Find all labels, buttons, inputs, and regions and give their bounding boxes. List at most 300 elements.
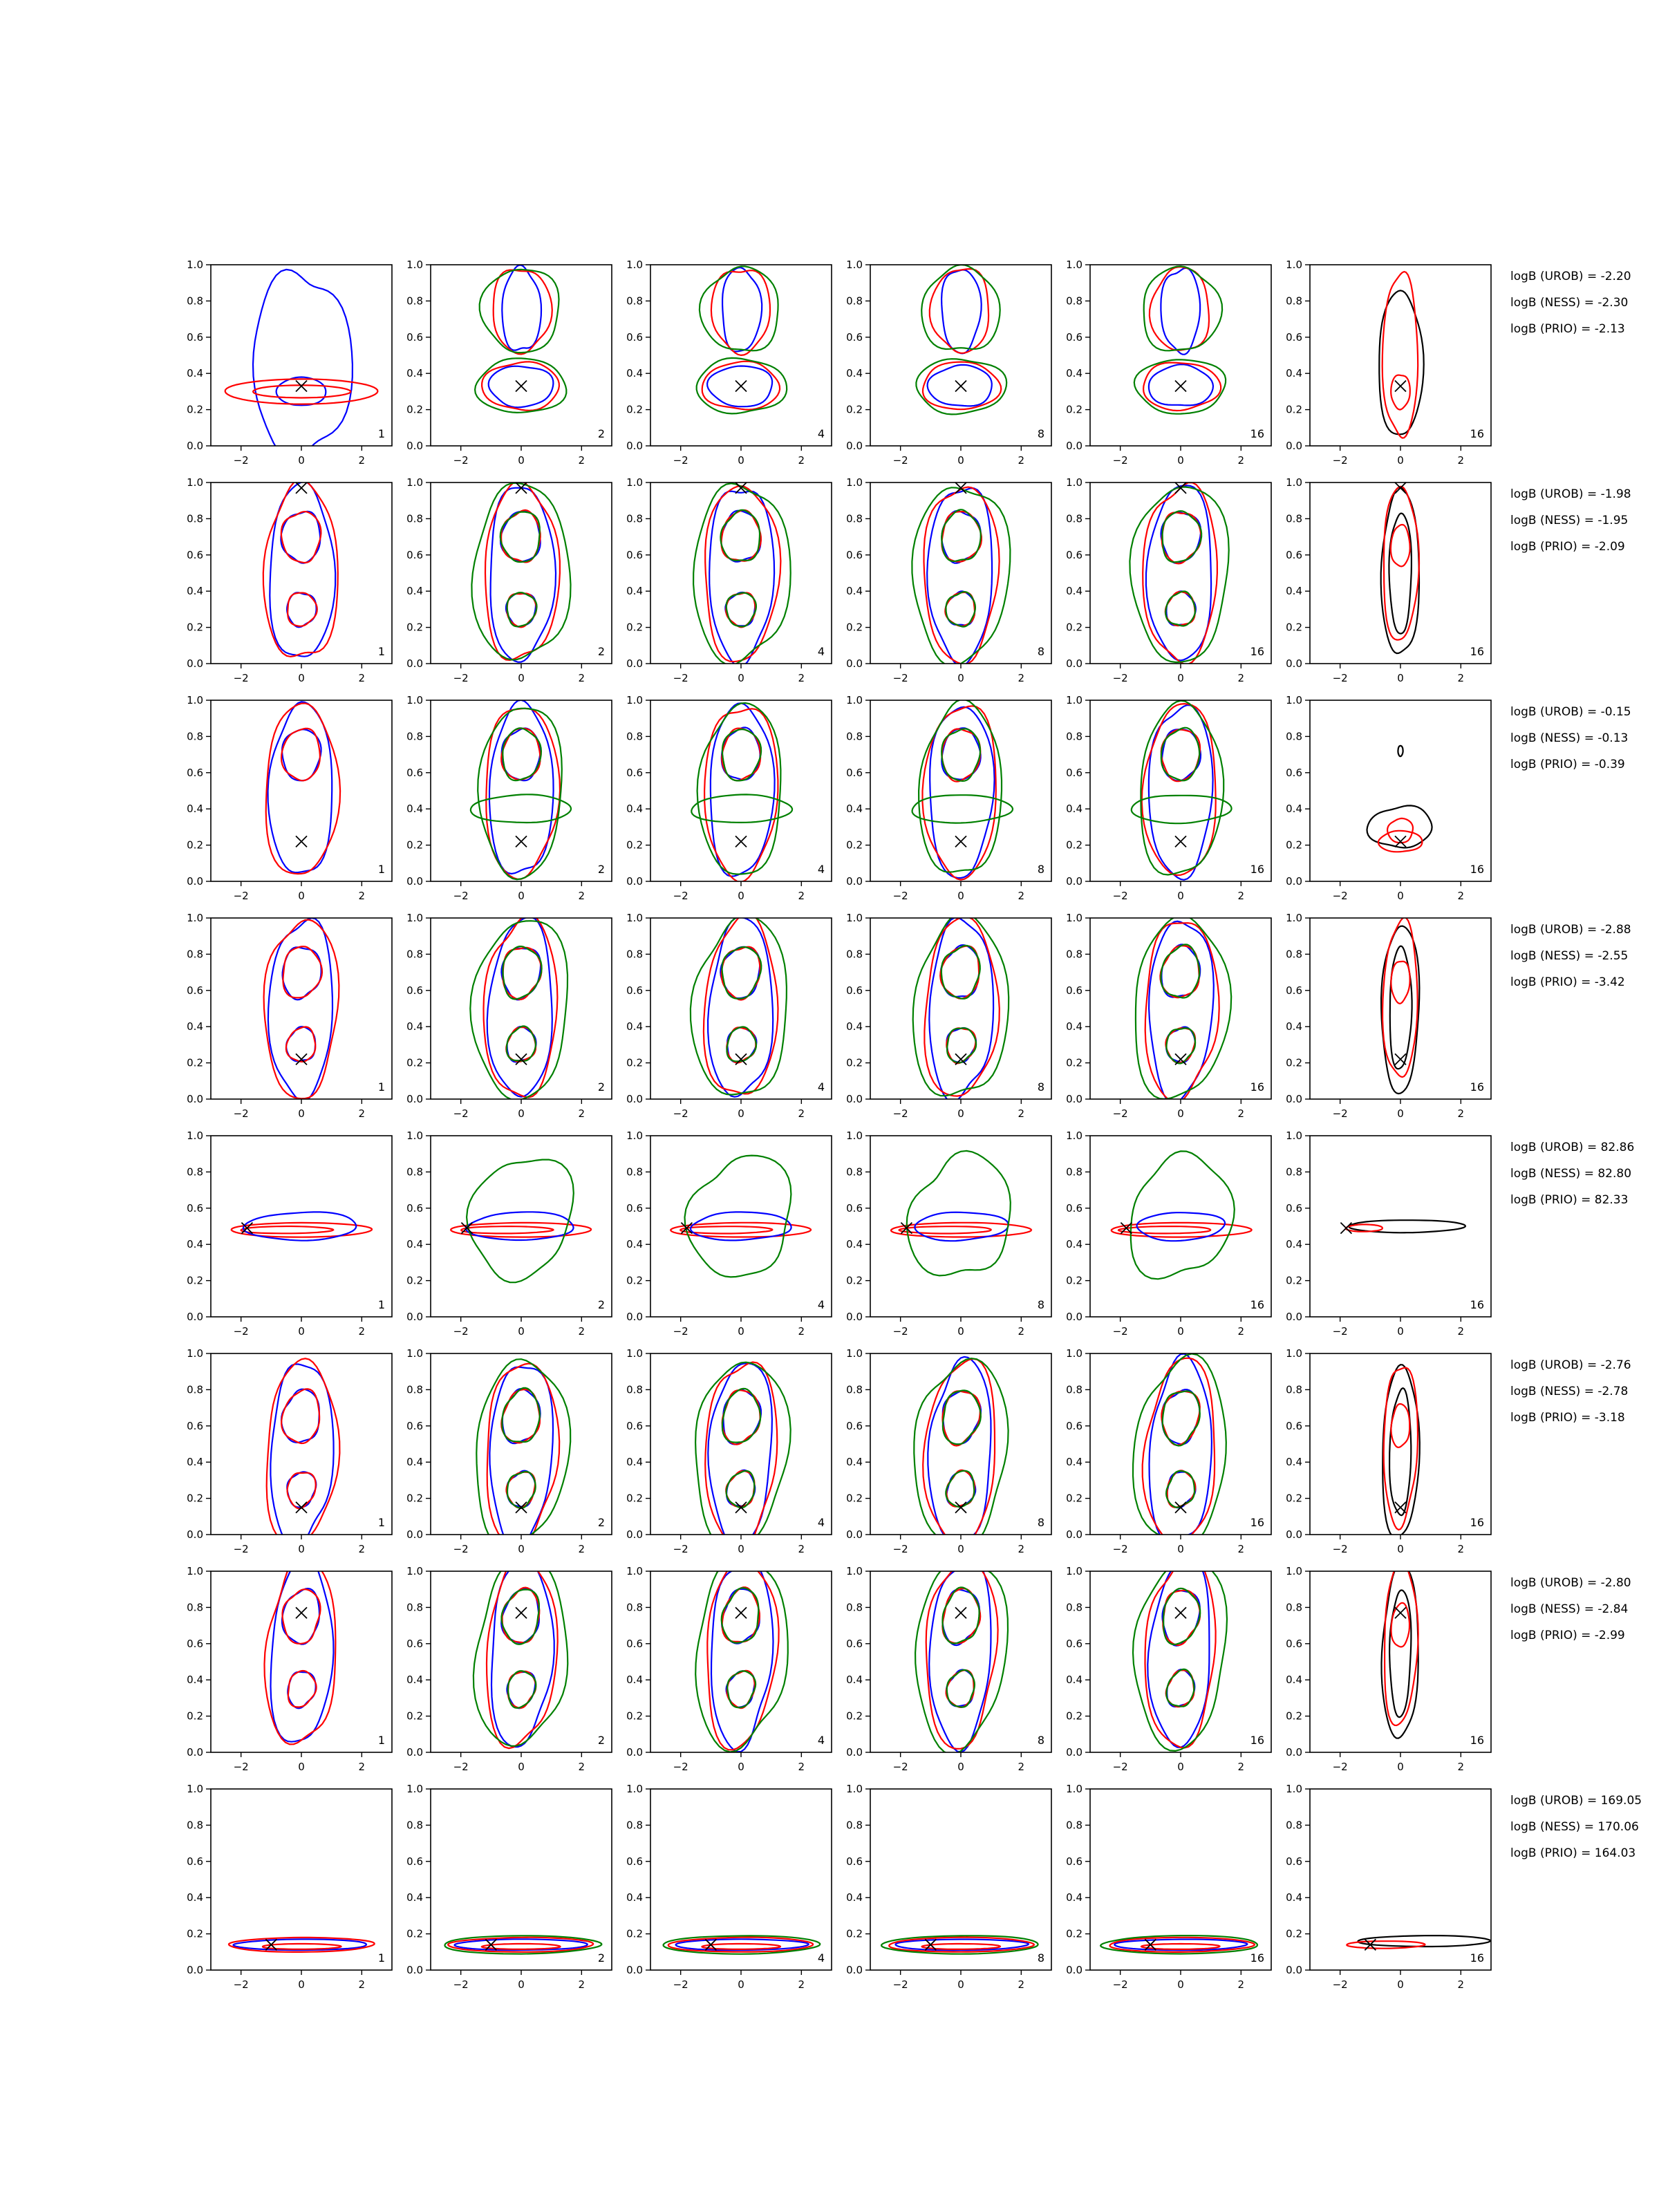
y-tick-label: 0.2 <box>187 1492 203 1505</box>
subplot-panel <box>626 1130 832 1338</box>
y-tick-label: 0.0 <box>187 657 203 670</box>
x-tick-label: 0 <box>957 1107 964 1120</box>
contour-line <box>455 1939 588 1950</box>
true-value-marker <box>516 836 527 847</box>
contour-line <box>928 1357 991 1542</box>
y-tick-label: 0.0 <box>1066 1528 1082 1541</box>
y-tick-label: 0.2 <box>1066 1927 1082 1940</box>
contour-line <box>491 488 556 662</box>
panel-frame <box>1310 1789 1491 1970</box>
panel-number-label: 16 <box>1250 1734 1264 1747</box>
contour-group <box>1382 1560 1418 1738</box>
x-tick-label: 2 <box>578 1107 585 1120</box>
panel-frame <box>211 482 392 664</box>
x-tick-label: −2 <box>1112 672 1128 684</box>
y-tick-label: 0.4 <box>187 585 203 598</box>
panel-frame <box>211 265 392 446</box>
y-tick-label: 0.0 <box>406 440 423 452</box>
x-tick-label: −2 <box>453 454 469 467</box>
y-tick-label: 0.2 <box>187 403 203 416</box>
y-tick-label: 0.4 <box>1286 1891 1302 1904</box>
contour-line <box>943 1391 981 1445</box>
x-tick-label: 2 <box>798 672 805 684</box>
panel-frame <box>431 918 612 1099</box>
contour-line <box>1161 268 1200 355</box>
contour-line <box>507 1472 536 1508</box>
y-tick-label: 0.8 <box>626 1383 643 1396</box>
contour-group <box>916 265 1006 414</box>
true-value-marker <box>296 482 307 494</box>
x-tick-label: 0 <box>1397 1761 1404 1773</box>
contour-group <box>471 700 571 879</box>
x-tick-label: −2 <box>673 672 688 684</box>
panel-number-label: 16 <box>1250 863 1264 876</box>
contour-line <box>1161 944 1199 997</box>
contour-group <box>691 703 792 882</box>
y-tick-label: 0.4 <box>1286 1674 1302 1687</box>
panel-frame <box>1310 482 1491 664</box>
contour-line <box>1149 364 1213 405</box>
x-tick-label: −2 <box>673 890 688 902</box>
contour-line <box>276 377 326 406</box>
y-tick-label: 0.4 <box>187 1238 203 1251</box>
x-tick-label: 2 <box>1237 890 1245 902</box>
x-tick-label: 2 <box>578 672 585 684</box>
subplot-panel <box>406 1783 612 1991</box>
contour-line <box>1391 962 1409 1004</box>
panel-number-label: 8 <box>1037 1080 1044 1094</box>
y-tick-label: 0.8 <box>406 1165 423 1179</box>
y-tick-label: 0.0 <box>187 440 203 452</box>
panel-number-label: 16 <box>1250 427 1264 440</box>
contour-group <box>264 918 339 1101</box>
x-tick-label: 2 <box>578 890 585 902</box>
y-tick-label: 0.2 <box>1286 838 1302 852</box>
y-tick-label: 1.0 <box>187 259 203 271</box>
y-tick-label: 1.0 <box>406 1347 423 1360</box>
x-tick-label: −2 <box>673 1978 688 1991</box>
y-tick-label: 0.0 <box>846 875 863 888</box>
y-tick-label: 0.0 <box>1286 1311 1302 1323</box>
y-tick-label: 1.0 <box>1066 912 1082 924</box>
x-tick-label: 2 <box>1457 1978 1465 1991</box>
y-tick-label: 0.0 <box>1286 1964 1302 1976</box>
x-tick-label: −2 <box>1112 1761 1128 1773</box>
y-tick-label: 0.8 <box>187 948 203 961</box>
true-value-marker <box>296 836 307 847</box>
logB-annotation: logB (UROB) = -2.88 <box>1510 923 1631 937</box>
x-tick-label: −2 <box>453 890 469 902</box>
subplot-panel <box>406 912 612 1120</box>
panel-number-label: 4 <box>817 1080 825 1094</box>
y-tick-label: 0.2 <box>406 1056 423 1069</box>
y-tick-label: 0.4 <box>626 1020 643 1033</box>
panel-frame <box>870 1571 1051 1752</box>
y-tick-label: 0.0 <box>406 1528 423 1541</box>
x-tick-label: 2 <box>1457 1325 1465 1338</box>
y-tick-label: 0.8 <box>1066 512 1082 525</box>
panel-frame <box>1310 918 1491 1099</box>
y-tick-label: 1.0 <box>187 694 203 706</box>
contour-line <box>1167 1028 1196 1063</box>
x-tick-label: 0 <box>1177 1978 1184 1991</box>
y-tick-label: 0.4 <box>187 1891 203 1904</box>
panel-frame <box>1310 700 1491 881</box>
y-tick-label: 0.8 <box>187 1819 203 1832</box>
x-tick-label: −2 <box>233 454 249 467</box>
contour-line <box>281 512 321 563</box>
x-tick-label: 0 <box>738 1107 744 1120</box>
contour-group <box>445 1936 602 1953</box>
y-tick-label: 0.8 <box>1066 1819 1082 1832</box>
contour-line <box>1150 1354 1212 1542</box>
y-tick-label: 0.4 <box>846 1238 863 1251</box>
figure-row <box>187 1130 1634 1338</box>
panel-number-label: 1 <box>377 1080 385 1094</box>
y-tick-label: 0.0 <box>846 1746 863 1759</box>
x-tick-label: 0 <box>298 454 305 467</box>
y-tick-label: 0.6 <box>406 1855 423 1868</box>
y-tick-label: 0.6 <box>406 1419 423 1432</box>
y-tick-label: 0.2 <box>1286 1056 1302 1069</box>
y-tick-label: 0.6 <box>187 330 203 344</box>
contour-line <box>1389 1388 1411 1515</box>
x-tick-label: 0 <box>1397 1107 1404 1120</box>
contour-line <box>705 486 780 662</box>
x-tick-label: 0 <box>518 1978 525 1991</box>
contour-line <box>709 491 774 667</box>
contour-group <box>1346 1220 1465 1232</box>
contour-line <box>270 1365 333 1550</box>
contour-group <box>1136 915 1231 1104</box>
contour-line <box>265 1555 336 1745</box>
panel-number-label: 2 <box>597 645 605 658</box>
x-tick-label: −2 <box>1112 454 1128 467</box>
y-tick-label: 0.2 <box>846 1274 863 1287</box>
panel-number-label: 4 <box>817 1951 825 1965</box>
x-tick-label: −2 <box>233 1543 249 1555</box>
y-tick-label: 0.2 <box>1286 1709 1302 1723</box>
y-tick-label: 0.6 <box>1066 766 1082 779</box>
true-value-marker <box>955 836 966 847</box>
panel-number-label: 1 <box>377 1951 385 1965</box>
contour-line <box>241 1226 334 1233</box>
contour-line <box>502 265 541 350</box>
y-tick-label: 0.4 <box>406 803 423 816</box>
y-tick-label: 0.6 <box>1286 1637 1302 1650</box>
x-tick-label: 0 <box>738 890 744 902</box>
x-tick-label: 0 <box>518 1107 525 1120</box>
subplot-panel <box>846 1559 1051 1773</box>
y-tick-label: 0.4 <box>406 1020 423 1033</box>
panel-frame <box>870 265 1051 446</box>
logB-annotation: logB (PRIO) = -2.09 <box>1510 540 1625 554</box>
x-tick-label: 2 <box>798 1978 805 1991</box>
panel-number-label: 2 <box>597 1298 605 1311</box>
x-tick-label: 2 <box>1457 1543 1465 1555</box>
contour-group <box>1130 482 1228 664</box>
y-tick-label: 0.6 <box>187 766 203 779</box>
y-tick-label: 1.0 <box>1286 912 1302 924</box>
panel-number-label: 1 <box>377 863 385 876</box>
y-tick-label: 1.0 <box>1066 259 1082 271</box>
x-tick-label: −2 <box>453 1543 469 1555</box>
contour-line <box>912 795 1013 823</box>
figure-row <box>187 1347 1631 1555</box>
subplot-panel <box>846 694 1051 902</box>
panel-number-label: 4 <box>817 1298 825 1311</box>
y-tick-label: 0.2 <box>1286 403 1302 416</box>
contour-group <box>664 1936 821 1953</box>
y-tick-label: 0.6 <box>846 330 863 344</box>
x-tick-label: 2 <box>358 1107 366 1120</box>
y-tick-label: 0.6 <box>626 766 643 779</box>
x-tick-label: −2 <box>1332 1978 1348 1991</box>
panel-number-label: 16 <box>1470 427 1484 440</box>
y-tick-label: 0.2 <box>1286 621 1302 634</box>
y-tick-label: 0.8 <box>1066 730 1082 743</box>
y-tick-label: 0.4 <box>846 803 863 816</box>
x-tick-label: −2 <box>453 1325 469 1338</box>
logB-annotation: logB (NESS) = -1.95 <box>1510 514 1629 527</box>
y-tick-label: 0.2 <box>846 621 863 634</box>
x-tick-label: −2 <box>1112 890 1128 902</box>
x-tick-label: 2 <box>798 1325 805 1338</box>
x-tick-label: 0 <box>1177 1325 1184 1338</box>
contour-group <box>265 1554 336 1745</box>
x-tick-label: −2 <box>233 1325 249 1338</box>
x-tick-label: 0 <box>298 1325 305 1338</box>
contour-line <box>1118 1226 1210 1233</box>
subplot-panel <box>406 1347 612 1555</box>
true-value-marker <box>735 836 747 847</box>
y-tick-label: 0.0 <box>1066 440 1082 452</box>
y-tick-label: 0.0 <box>846 1528 863 1541</box>
x-tick-label: 2 <box>358 454 366 467</box>
x-tick-label: −2 <box>892 1107 908 1120</box>
y-tick-label: 0.2 <box>1066 838 1082 852</box>
logB-annotation: logB (UROB) = -2.80 <box>1510 1576 1631 1590</box>
x-tick-label: 2 <box>798 890 805 902</box>
contour-group <box>695 1559 788 1752</box>
subplot-panel <box>626 1783 832 1991</box>
y-tick-label: 0.8 <box>187 294 203 308</box>
x-tick-label: −2 <box>673 1107 688 1120</box>
panel-frame <box>650 918 832 1099</box>
contour-line <box>722 268 762 351</box>
x-tick-label: 0 <box>738 1761 744 1773</box>
subplot-panel <box>626 259 832 467</box>
y-tick-label: 0.8 <box>1286 730 1302 743</box>
true-value-marker <box>1395 1607 1406 1618</box>
true-value-marker <box>1395 381 1406 392</box>
logB-annotation: logB (UROB) = -0.15 <box>1510 705 1631 719</box>
y-tick-label: 0.6 <box>846 548 863 561</box>
x-tick-label: −2 <box>1332 454 1348 467</box>
x-tick-label: 0 <box>957 890 964 902</box>
contour-group <box>225 270 378 460</box>
true-value-marker <box>516 1607 527 1618</box>
panel-number-label: 16 <box>1470 645 1484 658</box>
contour-line <box>1143 363 1221 411</box>
contour-group <box>1133 1555 1227 1751</box>
panel-number-label: 4 <box>817 645 825 658</box>
logB-annotation: logB (UROB) = -1.98 <box>1510 487 1631 501</box>
y-tick-label: 0.2 <box>846 1492 863 1505</box>
panel-frame <box>431 1571 612 1752</box>
y-tick-label: 0.0 <box>626 1311 643 1323</box>
subplot-panel <box>1286 259 1491 467</box>
logB-annotation: logB (NESS) = -0.13 <box>1510 731 1629 745</box>
x-tick-label: −2 <box>1112 1978 1128 1991</box>
y-tick-label: 0.8 <box>1286 1383 1302 1396</box>
subplot-panel <box>406 476 612 684</box>
y-tick-label: 0.2 <box>1066 1056 1082 1069</box>
contour-line <box>1391 525 1410 566</box>
y-tick-label: 1.0 <box>846 476 863 489</box>
y-tick-label: 0.4 <box>1286 367 1302 380</box>
y-tick-label: 0.4 <box>1286 585 1302 598</box>
contour-line <box>708 1363 772 1548</box>
figure-row <box>187 912 1631 1120</box>
x-tick-label: 0 <box>738 1978 744 1991</box>
y-tick-label: 0.8 <box>626 1601 643 1614</box>
y-tick-label: 0.8 <box>846 730 863 743</box>
x-tick-label: 2 <box>358 1761 366 1773</box>
contour-line <box>1136 915 1231 1099</box>
contour-line <box>487 917 552 1097</box>
x-tick-label: 0 <box>298 890 305 902</box>
y-tick-label: 0.2 <box>846 1056 863 1069</box>
contour-group <box>1133 1353 1226 1544</box>
x-tick-label: 2 <box>1457 1761 1465 1773</box>
y-tick-label: 0.2 <box>406 1709 423 1723</box>
y-tick-label: 0.4 <box>846 367 863 380</box>
y-tick-label: 1.0 <box>406 1565 423 1577</box>
subplot-panel <box>1286 1560 1491 1773</box>
y-tick-label: 0.0 <box>846 1964 863 1976</box>
y-tick-label: 0.4 <box>187 803 203 816</box>
y-tick-label: 0.4 <box>846 1020 863 1033</box>
contour-group <box>914 1357 1008 1548</box>
y-tick-label: 0.6 <box>626 1855 643 1868</box>
y-tick-label: 0.4 <box>1286 803 1302 816</box>
y-tick-label: 0.4 <box>846 1891 863 1904</box>
y-tick-label: 0.0 <box>187 875 203 888</box>
logB-annotation: logB (PRIO) = 164.03 <box>1510 1846 1636 1860</box>
subplot-panel <box>626 476 832 684</box>
y-tick-label: 0.6 <box>1286 1419 1302 1432</box>
y-tick-label: 0.6 <box>1286 548 1302 561</box>
subplot-panel <box>846 259 1051 467</box>
y-tick-label: 0.6 <box>406 330 423 344</box>
y-tick-label: 0.4 <box>187 1674 203 1687</box>
panel-number-label: 4 <box>817 427 825 440</box>
true-value-marker <box>955 1502 966 1513</box>
x-tick-label: −2 <box>892 890 908 902</box>
y-tick-label: 0.0 <box>626 875 643 888</box>
panel-number-label: 1 <box>377 1516 385 1529</box>
y-tick-label: 0.8 <box>187 1601 203 1614</box>
y-tick-label: 0.0 <box>846 1093 863 1105</box>
y-tick-label: 0.4 <box>846 1674 863 1687</box>
y-tick-label: 0.8 <box>406 1819 423 1832</box>
y-tick-label: 0.2 <box>187 1709 203 1723</box>
subplot-panel <box>846 1783 1051 1991</box>
contour-line <box>1147 1557 1209 1747</box>
x-tick-label: 2 <box>578 1543 585 1555</box>
y-tick-label: 0.0 <box>187 1746 203 1759</box>
contour-group <box>913 912 1009 1102</box>
contour-line <box>288 1473 316 1509</box>
y-tick-label: 0.8 <box>1066 294 1082 308</box>
y-tick-label: 0.6 <box>406 1201 423 1215</box>
y-tick-label: 1.0 <box>1286 1565 1302 1577</box>
contour-line <box>1167 1669 1194 1707</box>
y-tick-label: 0.2 <box>406 403 423 416</box>
subplot-panel <box>626 1347 832 1555</box>
contour-line <box>271 1554 334 1742</box>
x-tick-label: −2 <box>1332 1761 1348 1773</box>
y-tick-label: 1.0 <box>626 476 643 489</box>
contour-line <box>1132 796 1232 823</box>
panel-number-label: 8 <box>1037 1951 1044 1965</box>
x-tick-label: 0 <box>1177 1761 1184 1773</box>
x-tick-label: −2 <box>233 1107 249 1120</box>
y-tick-label: 0.6 <box>187 1419 203 1432</box>
x-tick-label: −2 <box>673 454 688 467</box>
true-value-marker <box>955 1607 966 1618</box>
y-tick-label: 0.6 <box>406 548 423 561</box>
figure-row <box>187 259 1631 467</box>
y-tick-label: 0.6 <box>187 1201 203 1215</box>
panel-frame <box>1090 482 1271 664</box>
true-value-marker <box>1395 1053 1406 1065</box>
y-tick-label: 1.0 <box>187 1130 203 1142</box>
x-tick-label: −2 <box>233 672 249 684</box>
contour-line <box>899 1226 991 1233</box>
y-tick-label: 1.0 <box>846 912 863 924</box>
contour-line <box>507 594 536 628</box>
x-tick-label: 0 <box>298 1543 305 1555</box>
logB-annotation: logB (UROB) = 82.86 <box>1510 1141 1635 1154</box>
subplot-panel <box>187 694 392 902</box>
y-tick-label: 0.4 <box>1286 1456 1302 1469</box>
y-tick-label: 0.4 <box>626 1674 643 1687</box>
y-tick-label: 0.2 <box>406 1492 423 1505</box>
y-tick-label: 0.4 <box>406 1456 423 1469</box>
y-tick-label: 0.0 <box>1066 1311 1082 1323</box>
x-tick-label: 2 <box>798 1761 805 1773</box>
contour-group <box>1379 272 1423 438</box>
subplot-panel <box>1066 912 1271 1120</box>
y-tick-label: 0.6 <box>187 984 203 997</box>
y-tick-label: 0.6 <box>626 548 643 561</box>
contour-line <box>943 1587 980 1643</box>
y-tick-label: 0.4 <box>1066 1456 1082 1469</box>
x-tick-label: 0 <box>298 1978 305 1991</box>
x-tick-label: 2 <box>358 672 366 684</box>
logB-annotation: logB (UROB) = 169.05 <box>1510 1794 1642 1808</box>
y-tick-label: 1.0 <box>846 259 863 271</box>
contour-group <box>471 481 570 662</box>
contour-line <box>253 270 353 460</box>
y-tick-label: 1.0 <box>626 1130 643 1142</box>
x-tick-label: −2 <box>233 890 249 902</box>
x-tick-label: 2 <box>1237 1325 1245 1338</box>
y-tick-label: 0.2 <box>187 1927 203 1940</box>
y-tick-label: 0.6 <box>406 766 423 779</box>
